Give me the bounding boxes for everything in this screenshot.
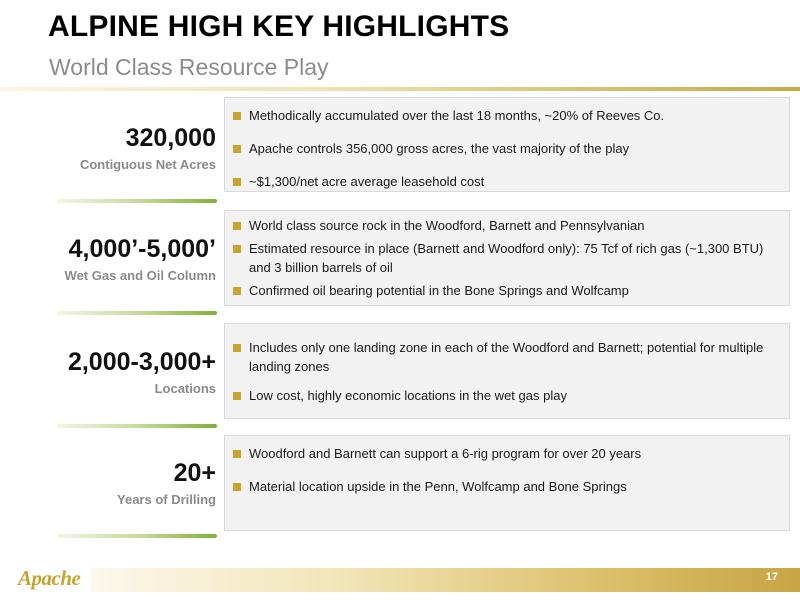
stat-column — [0, 234, 216, 283]
bullet-item: Apache controls 356,000 gross acres, the vast majority of the play — [233, 139, 779, 158]
stat-value: 4,000’-5,000’ — [68, 235, 216, 263]
section-divider — [57, 199, 217, 203]
highlight-box-years — [224, 435, 790, 531]
footer-bar — [90, 568, 800, 592]
bullet-square-icon — [233, 287, 241, 295]
stat-label: Locations — [154, 381, 216, 396]
bullet-item: Confirmed oil bearing potential in the Bone Springs and Wolfcamp — [233, 281, 779, 300]
stat-acres — [0, 123, 216, 172]
bullet-item: Woodford and Barnett can support a 6-rig program for over 20 years — [233, 444, 779, 463]
bullet-square-icon — [233, 112, 241, 120]
bullet-item: Methodically accumulated over the last 18 months, ~20% of Reeves Co. — [233, 106, 779, 125]
highlight-box-locations — [224, 323, 790, 419]
stat-locations — [0, 347, 216, 396]
title-divider — [0, 87, 800, 91]
stat-label: Wet Gas and Oil Column — [64, 268, 216, 283]
page-number: 17 — [765, 571, 778, 583]
bullet-item: Low cost, highly economic locations in the wet gas play — [233, 386, 779, 405]
bullet-item: ~$1,300/net acre average leasehold cost — [233, 172, 779, 191]
bullet-square-icon — [233, 145, 241, 153]
page-title: ALPINE HIGH KEY HIGHLIGHTS — [48, 10, 510, 43]
page-subtitle: World Class Resource Play — [49, 54, 329, 80]
highlight-box-acres — [224, 97, 790, 192]
stat-value: 2,000-3,000+ — [67, 348, 216, 376]
section-divider — [57, 424, 217, 428]
bullet-square-icon — [233, 392, 241, 400]
bullet-square-icon — [233, 344, 241, 352]
stat-label: Contiguous Net Acres — [79, 157, 216, 172]
stat-value: 20+ — [173, 459, 216, 487]
bullet-item: Material location upside in the Penn, Wolfcamp and Bone Springs — [233, 477, 779, 496]
bullet-square-icon — [233, 178, 241, 186]
bullet-square-icon — [233, 450, 241, 458]
bullet-item: Includes only one landing zone in each of the Woodford and Barnett; potential for multiple landing zones — [233, 338, 779, 376]
stat-label: Years of Drilling — [117, 492, 216, 507]
bullet-square-icon — [233, 483, 241, 491]
highlight-box-column — [224, 210, 790, 306]
stat-value: 320,000 — [125, 124, 216, 152]
bullet-item: World class source rock in the Woodford, Barnett and Pennsylvanian — [233, 216, 779, 235]
bullet-square-icon — [233, 245, 241, 253]
bullet-item: Estimated resource in place (Barnett and Woodford only): 75 Tcf of rich gas (~1,300 BTU) and 3 billion barrels of oil — [233, 239, 779, 277]
stat-years — [0, 458, 216, 507]
section-divider — [57, 311, 217, 315]
section-divider — [57, 534, 217, 538]
apache-logo: Apache — [18, 566, 81, 590]
bullet-square-icon — [233, 222, 241, 230]
